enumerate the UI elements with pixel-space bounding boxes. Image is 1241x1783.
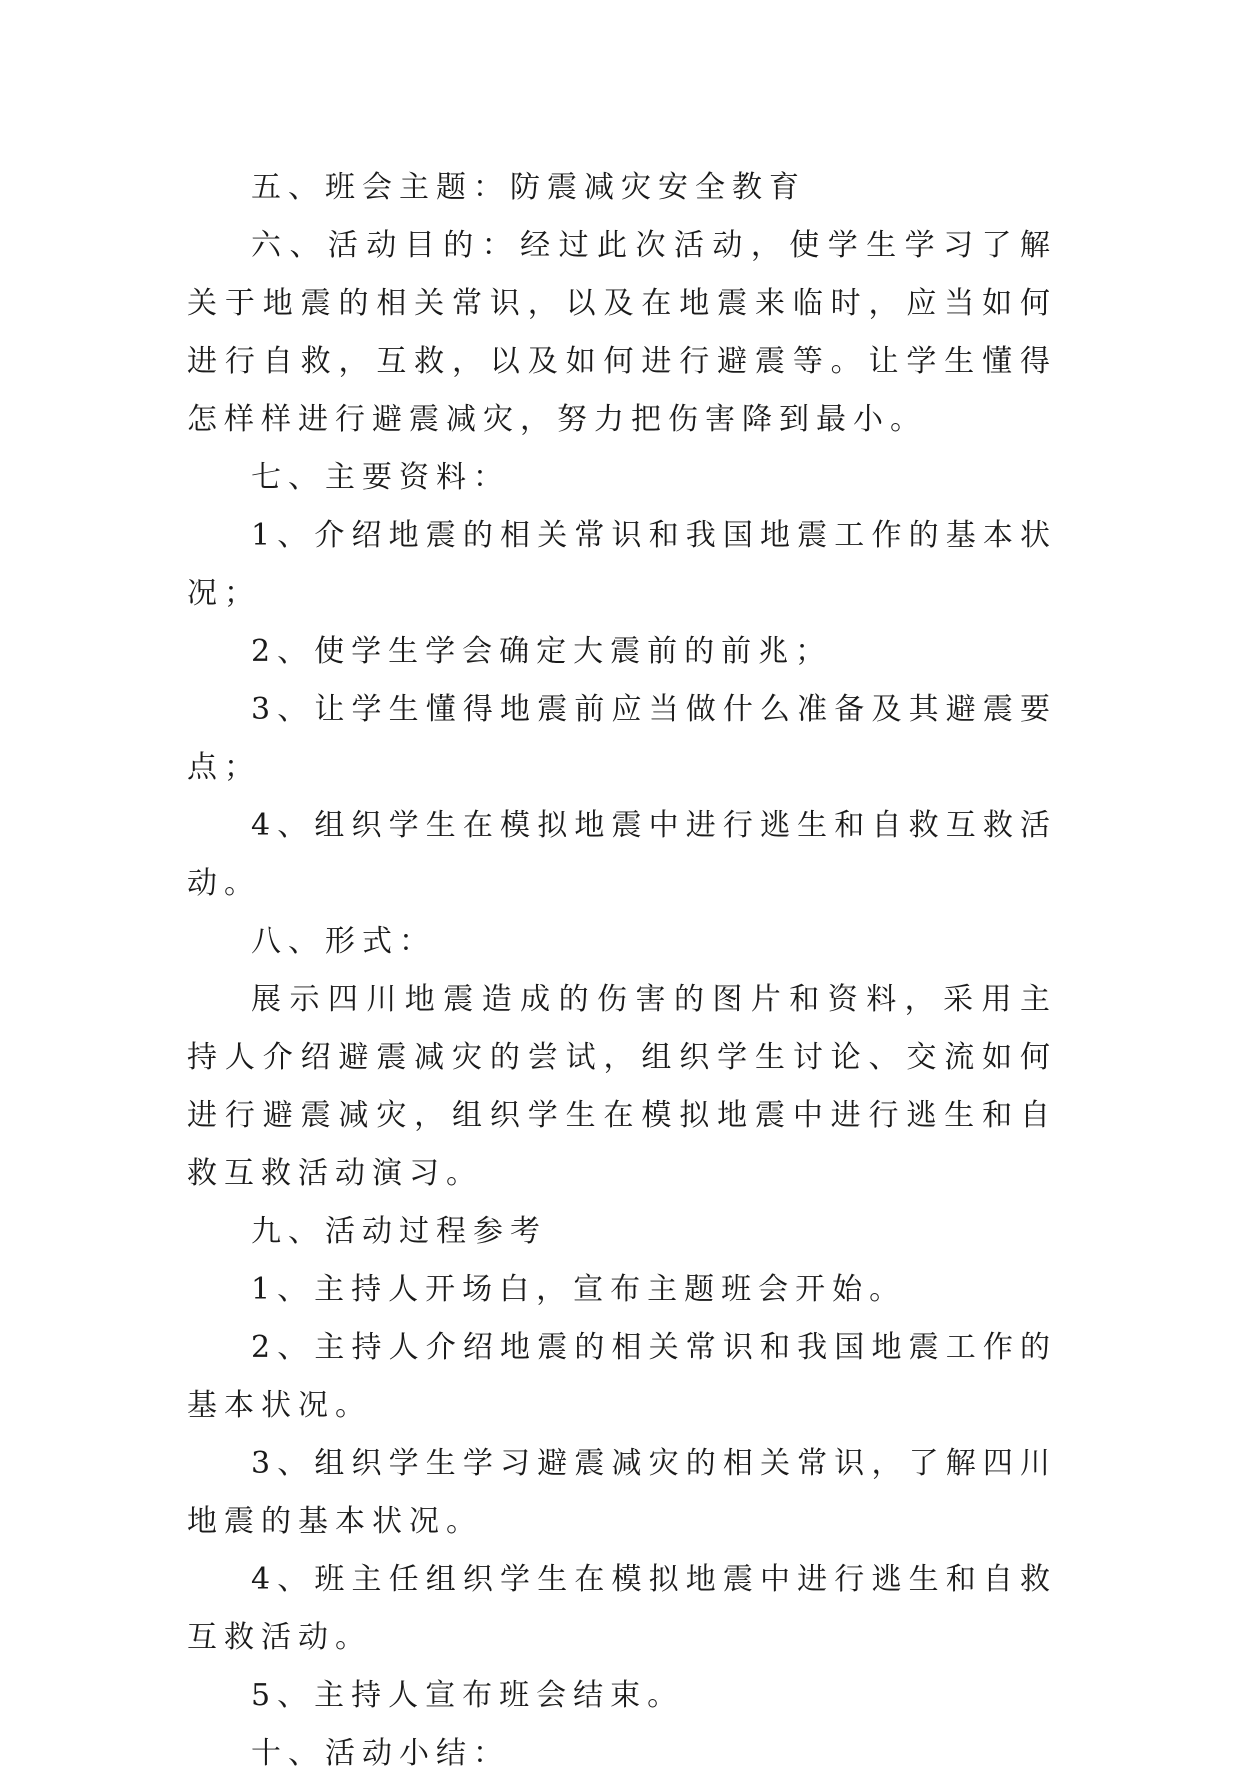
section-8-body: 展示四川地震造成的伤害的图片和资料，采用主持人介绍避震减灾的尝试，组织学生讨论、交流如何进行避震减灾，组织学生在模拟地震中进行逃生和自救互救活动演习。 <box>187 982 1057 1191</box>
section-10-heading: 十、活动小结： <box>251 1736 510 1771</box>
material-item: 4、组织学生在模拟地震中进行逃生和自救互救活动。 <box>187 808 1057 901</box>
material-item: 2、使学生学会确定大震前的前兆； <box>251 634 833 669</box>
section-5-heading: 五、班会主题：防震减灾安全教育 <box>251 170 806 205</box>
process-step: 4、班主任组织学生在模拟地震中进行逃生和自救互救活动。 <box>187 1562 1057 1655</box>
section-9-heading: 九、活动过程参考 <box>251 1214 547 1249</box>
process-step: 1、主持人开场白，宣布主题班会开始。 <box>251 1272 907 1307</box>
section-7-heading: 七、主要资料： <box>251 460 510 495</box>
document-body <box>187 159 1057 1783</box>
process-step: 2、主持人介绍地震的相关常识和我国地震工作的基本状况。 <box>187 1330 1057 1423</box>
process-step: 3、组织学生学习避震减灾的相关常识，了解四川地震的基本状况。 <box>187 1446 1057 1539</box>
process-step: 5、主持人宣布班会结束。 <box>251 1678 685 1713</box>
material-item: 3、让学生懂得地震前应当做什么准备及其避震要点； <box>187 692 1057 785</box>
section-6-purpose: 六、活动目的：经过此次活动，使学生学习了解关于地震的相关常识，以及在地震来临时，应当如何进行自救，互救，以及如何进行避震等。让学生懂得怎样样进行避震减灾，努力把伤害降到最小。 <box>187 228 1057 437</box>
section-8-heading: 八、形式： <box>251 924 436 959</box>
material-item: 1、介绍地震的相关常识和我国地震工作的基本状况； <box>187 518 1057 611</box>
